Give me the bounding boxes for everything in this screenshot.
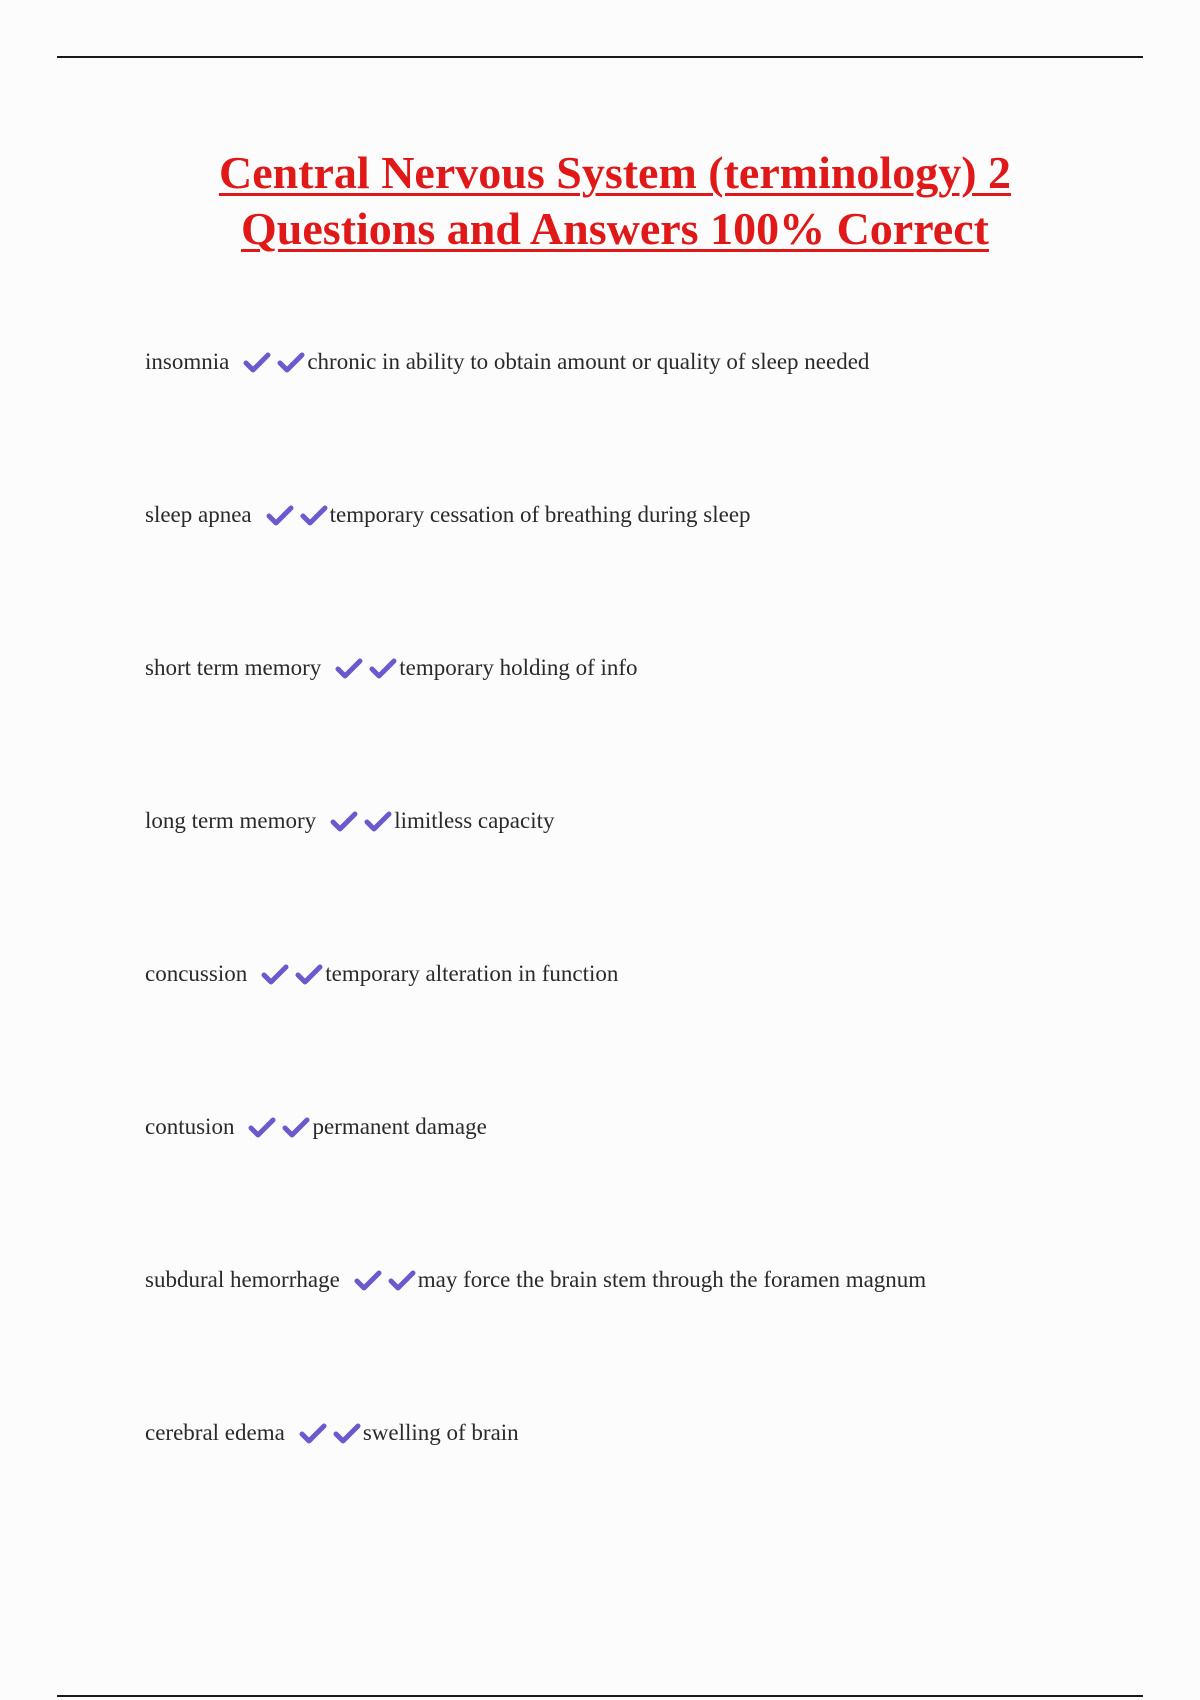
definition: temporary alteration in function: [325, 961, 619, 986]
check-mark-icon: [282, 1115, 310, 1139]
check-marks: [354, 1264, 416, 1296]
term: concussion: [145, 961, 248, 986]
term: sleep apnea: [145, 502, 252, 527]
check-mark-icon: [330, 809, 358, 833]
check-mark-icon: [354, 1268, 382, 1292]
check-marks: [266, 499, 328, 531]
definition: may force the brain stem through the foramen magnum: [417, 1267, 927, 1292]
qa-item: [145, 346, 1145, 499]
check-marks: [243, 346, 305, 378]
check-mark-icon: [299, 1421, 327, 1445]
qa-item: [145, 499, 1145, 652]
check-mark-icon: [333, 1421, 361, 1445]
check-mark-icon: [364, 809, 392, 833]
check-mark-icon: [388, 1268, 416, 1292]
check-marks: [330, 805, 392, 837]
definition: swelling of brain: [362, 1420, 519, 1445]
term: subdural hemorrhage: [145, 1267, 340, 1292]
document-title: [80, 145, 1150, 257]
qa-list: [145, 346, 1145, 1570]
check-marks: [335, 652, 397, 684]
qa-item: [145, 652, 1145, 805]
definition: temporary cessation of breathing during sleep: [329, 502, 751, 527]
qa-item: [145, 958, 1145, 1111]
title-line-2: Questions and Answers 100% Correct: [241, 203, 989, 254]
term: cerebral edema: [145, 1420, 285, 1445]
qa-item: [145, 1417, 1145, 1570]
title-line-1: Central Nervous System (terminology) 2: [218, 147, 1012, 198]
check-mark-icon: [248, 1115, 276, 1139]
definition: limitless capacity: [394, 808, 555, 833]
footer-rule: [57, 1695, 1143, 1697]
check-marks: [261, 958, 323, 990]
check-marks: [248, 1111, 310, 1143]
check-mark-icon: [295, 962, 323, 986]
check-mark-icon: [369, 656, 397, 680]
definition: permanent damage: [312, 1114, 487, 1139]
term: short term memory: [145, 655, 322, 680]
header-rule: [57, 56, 1143, 58]
check-mark-icon: [277, 350, 305, 374]
term: contusion: [145, 1114, 235, 1139]
definition: chronic in ability to obtain amount or quality of sleep needed: [307, 349, 870, 374]
check-marks: [299, 1417, 361, 1449]
qa-item: [145, 805, 1145, 958]
check-mark-icon: [300, 503, 328, 527]
term: long term memory: [145, 808, 317, 833]
qa-item: [145, 1111, 1145, 1264]
check-mark-icon: [261, 962, 289, 986]
check-mark-icon: [266, 503, 294, 527]
term: insomnia: [145, 349, 230, 374]
definition: temporary holding of info: [399, 655, 638, 680]
qa-item: [145, 1264, 1145, 1417]
check-mark-icon: [243, 350, 271, 374]
check-mark-icon: [335, 656, 363, 680]
